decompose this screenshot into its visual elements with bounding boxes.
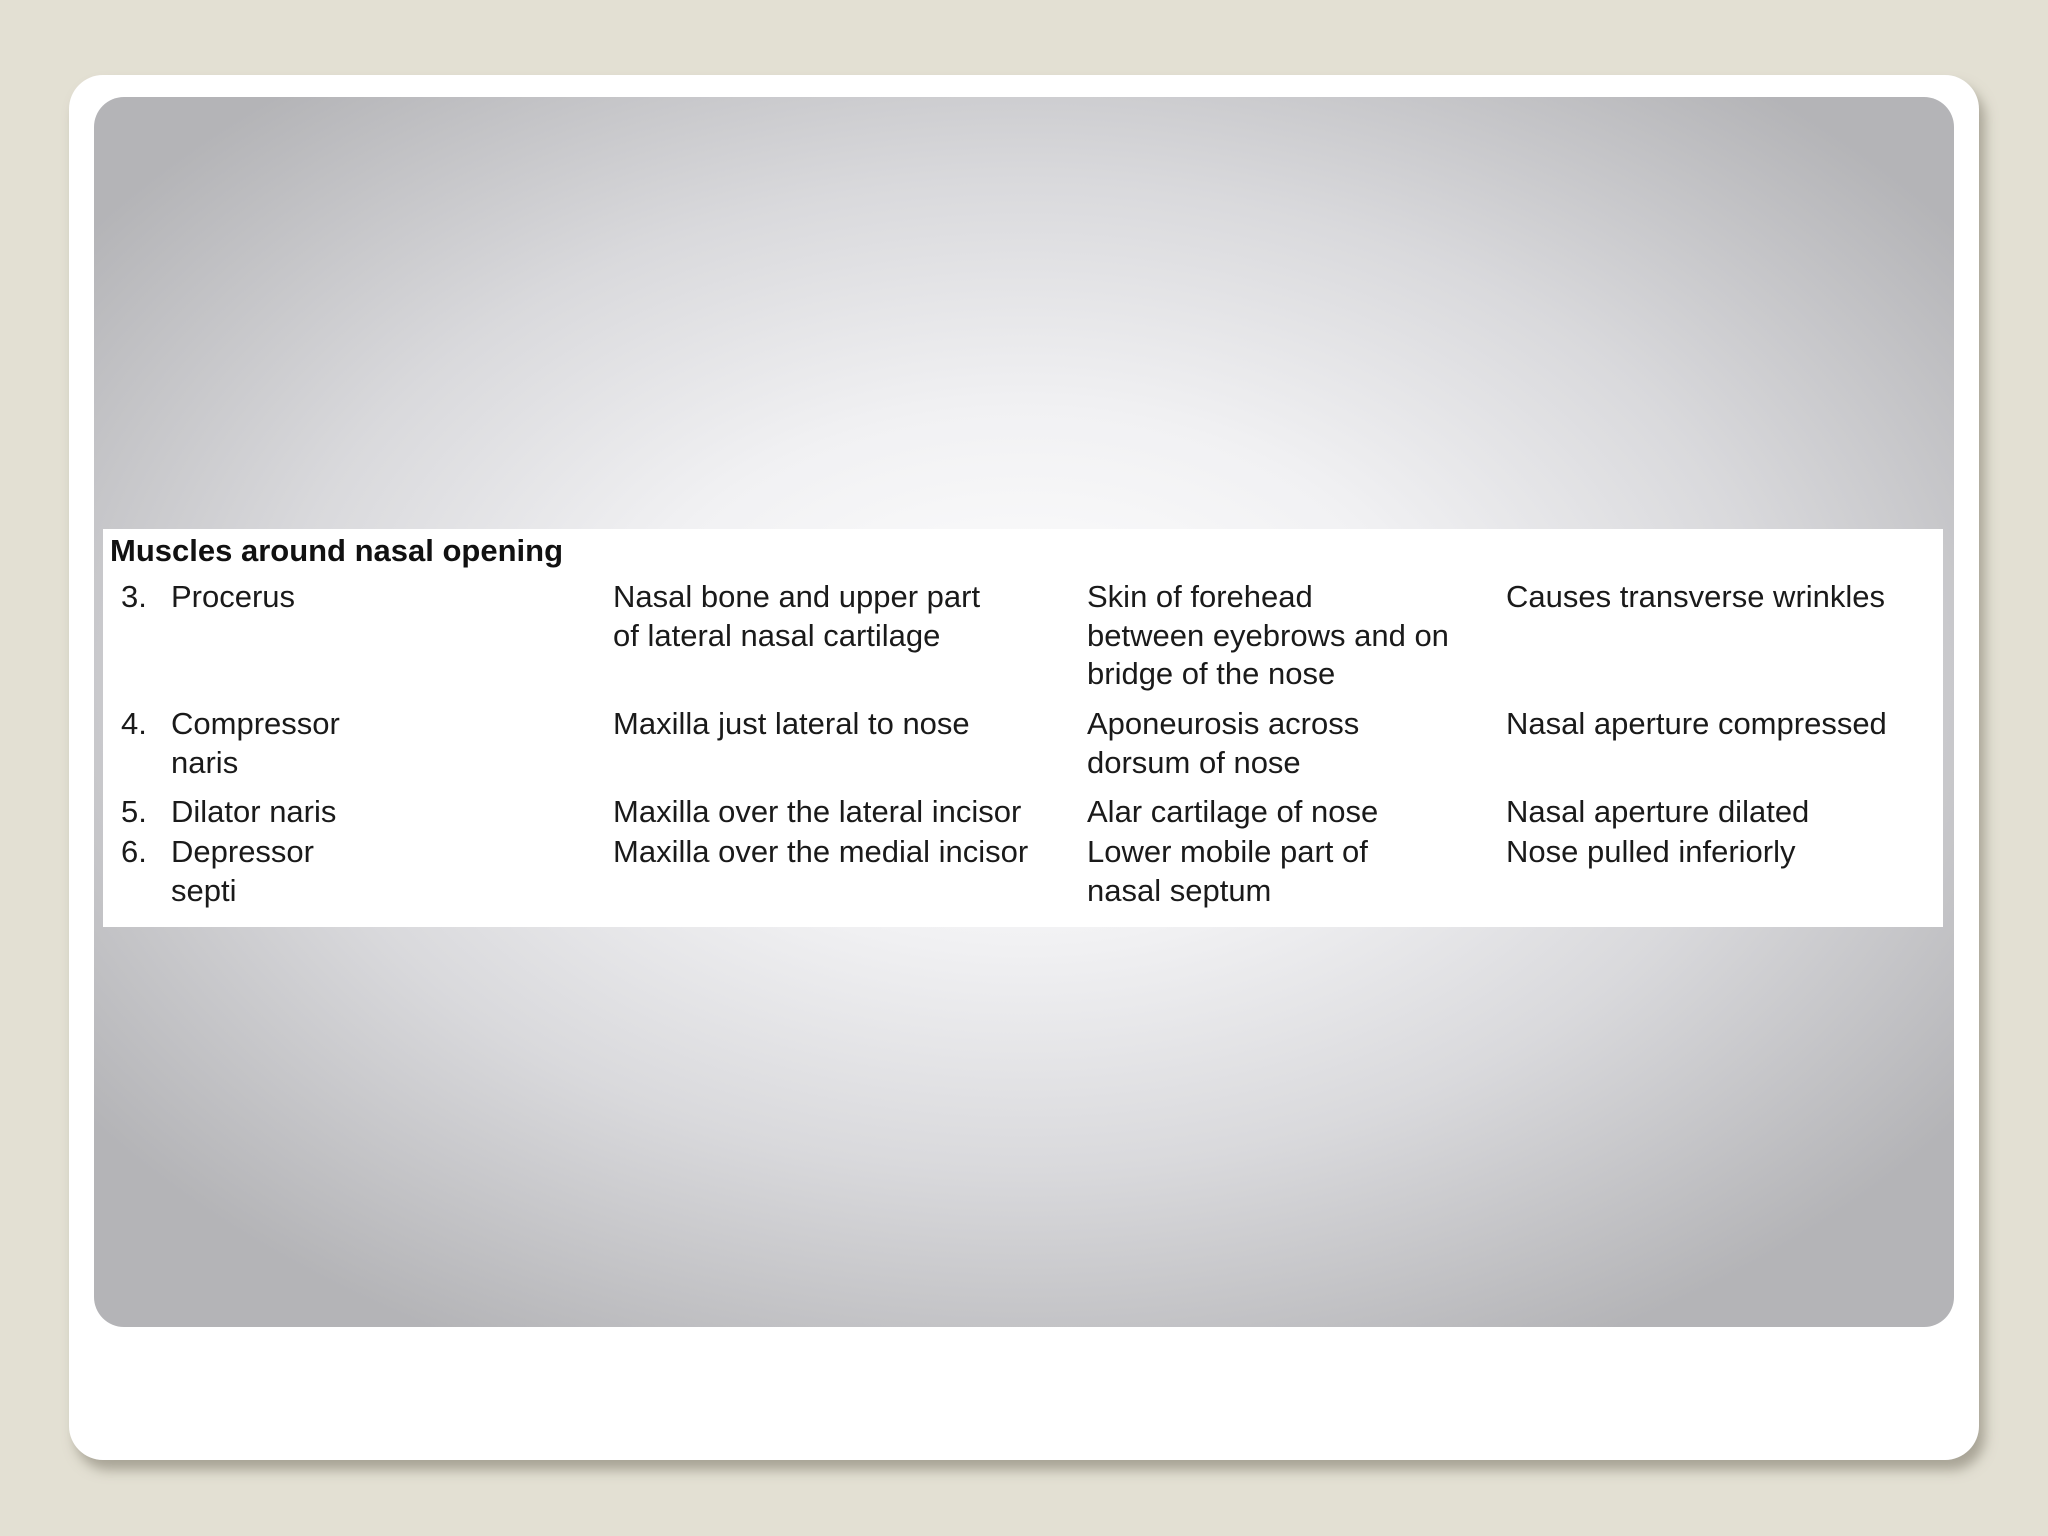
row-number: 6. [121,834,147,869]
muscle-name: Dilator naris [171,794,337,829]
muscle-action: Causes transverse wrinkles [1506,579,1886,614]
muscle-action: Nose pulled inferiorly [1506,834,1796,869]
muscle-origin: Maxilla over the medial incisor [613,834,1029,869]
row-number: 5. [121,794,147,829]
muscle-insertion: Aponeurosis across dorsum of nose [1087,706,1360,780]
row-number: 3. [121,579,147,614]
row-number: 4. [121,706,147,741]
muscle-name: Compressor naris [171,706,340,780]
muscle-insertion: Alar cartilage of nose [1087,794,1379,829]
muscle-origin: Maxilla just lateral to nose [613,706,970,741]
muscle-origin: Maxilla over the lateral incisor [613,794,1022,829]
muscle-table [103,529,1943,927]
muscle-origin: Nasal bone and upper part of lateral nasal cartilage [613,579,981,653]
muscle-insertion: Lower mobile part of nasal septum [1087,834,1368,908]
table-title: Muscles around nasal opening [110,533,564,568]
muscle-action: Nasal aperture dilated [1506,794,1810,829]
muscle-name: Procerus [171,579,296,614]
muscle-insertion: Skin of forehead between eyebrows and on bridge of the nose [1087,579,1449,691]
muscle-name: Depressor septi [171,834,314,908]
muscle-action: Nasal aperture compressed [1506,706,1887,741]
